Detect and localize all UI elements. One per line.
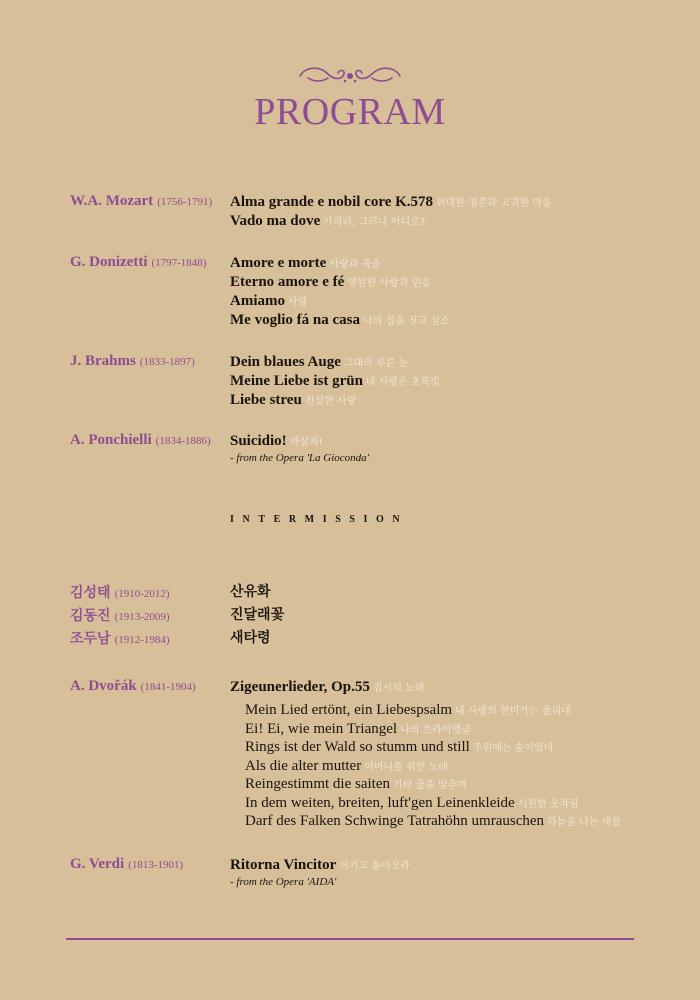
korean-row (70, 628, 670, 651)
piece-korean: 그대의 푸른 눈 (343, 358, 409, 369)
song (245, 701, 670, 720)
composer-years: (1833-1897) (139, 356, 195, 368)
piece-korean: 영원한 사랑과 믿음 (347, 278, 431, 289)
piece-list (230, 352, 670, 409)
composer (70, 628, 170, 648)
piece (230, 272, 670, 291)
song (245, 738, 670, 757)
composer (70, 431, 211, 449)
composer-name: A. Ponchielli (70, 432, 152, 448)
piece (230, 677, 670, 696)
song (245, 775, 670, 794)
piece-korean: 집시의 노래 (372, 683, 425, 694)
korean-row (70, 605, 670, 628)
piece-korean: 나의 집을 짓고 싶소 (362, 316, 450, 327)
composer-years: (1912-1984) (114, 634, 170, 646)
song-cycle-list (245, 701, 670, 831)
song (245, 812, 670, 831)
song-korean: 내 사랑의 찬미가는 울리네 (455, 706, 571, 717)
piece-list (230, 192, 670, 230)
song-korean: 시원한 옷차림 (517, 798, 579, 810)
piece-title: Suicidio! (230, 433, 287, 449)
piece-title: Liebe streu (230, 392, 302, 408)
piece-title: Amiamo (230, 293, 285, 309)
song (245, 757, 670, 776)
composer (70, 855, 183, 873)
piece (230, 310, 670, 329)
composer (70, 582, 170, 602)
piece (230, 253, 670, 272)
song (245, 794, 670, 813)
piece-korean: 가리라, 그러나 어디로? (323, 217, 426, 228)
composer-name: 김성태 (70, 585, 111, 601)
song-title: In dem weiten, breiten, luft'gen Leinenkleide (245, 794, 515, 811)
composer-name: G. Verdi (70, 856, 125, 872)
song-title: Reingestimmt die saiten (245, 776, 390, 792)
bottom-divider (66, 938, 634, 940)
song-title: Rings ist der Wald so stumm und still (245, 739, 470, 755)
piece-list (230, 677, 670, 831)
song-title: Ei! Ei, wie mein Triangel (245, 720, 398, 737)
song-korean: 나의 트라이앵글 (400, 724, 471, 736)
piece-korean: 사랑 (288, 297, 308, 308)
piece (230, 371, 670, 390)
intermission-label: INTERMISSION (230, 514, 409, 525)
song-title: Darf des Falken Schwinge Tatrahöhn umrauschen (245, 813, 545, 829)
piece-title: Eterno amore e fé (230, 274, 345, 290)
piece-list (230, 605, 670, 624)
flourish-ornament-icon (298, 64, 402, 86)
opera-note: - from the Opera 'AIDA' (230, 876, 337, 888)
composer-years: (1834-1886) (155, 435, 211, 447)
song-korean: 하늘을 나는 새들 (547, 817, 621, 828)
piece-korean: 위대한 영혼과 고귀한 마음 (436, 198, 552, 209)
composer (70, 352, 195, 370)
piece (230, 605, 670, 624)
composer (70, 677, 196, 695)
composer-name: J. Brahms (70, 353, 136, 369)
composer-name: A. Dvořák (70, 678, 137, 694)
composer-name: W.A. Mozart (70, 193, 154, 209)
piece (230, 211, 670, 230)
composer-name: 조두남 (70, 631, 111, 647)
korean-row (70, 582, 670, 605)
page-title: PROGRAM (254, 91, 446, 133)
composer-years: (1756-1791) (157, 196, 213, 208)
piece-list (230, 855, 670, 890)
piece (230, 352, 670, 371)
opera-note: - from the Opera 'La Gioconda' (230, 452, 370, 464)
composer-years: (1797-1848) (151, 257, 207, 269)
piece-title: Alma grande e nobil core K.578 (230, 194, 434, 210)
piece-list (230, 253, 670, 329)
piece-title: Vado ma dove (230, 213, 321, 229)
song-title: Als die alter mutter (245, 757, 362, 774)
piece (230, 628, 670, 647)
song (245, 720, 670, 739)
piece (230, 855, 670, 874)
composer-years: (1910-2012) (114, 588, 170, 600)
song-korean: 주위에는 숲이있네 (472, 743, 554, 754)
song-korean: 기타 줄을 맞추며 (392, 780, 467, 791)
piece-title: Me voglio fá na casa (230, 312, 360, 328)
composer-years: (1841-1904) (140, 681, 196, 693)
piece (230, 291, 670, 310)
piece-title: Zigeunerlieder, Op.55 (230, 679, 370, 695)
song-korean: 어머니를 위한 노래 (364, 761, 448, 773)
piece-korean: 내 사랑은 초록빛 (365, 377, 440, 388)
piece-korean: 진실한 사랑 (304, 396, 357, 407)
piece-title: Ritorna Vincitor (230, 857, 337, 873)
piece-korean: 사랑과 죽음 (329, 259, 381, 270)
piece-title: 산유화 (230, 584, 271, 600)
piece-list (230, 582, 670, 601)
song-title: Mein Lied ertönt, ein Liebespsalm (245, 702, 453, 718)
piece-list (230, 628, 670, 647)
composer-name: G. Donizetti (70, 254, 148, 270)
composer (70, 253, 206, 271)
piece-title: 진달래꽃 (230, 607, 285, 623)
piece-title: 새타령 (230, 630, 271, 646)
piece-title: Amore e morte (230, 255, 327, 271)
piece (230, 431, 670, 450)
piece (230, 390, 670, 409)
piece-korean: 자살자! (289, 437, 323, 448)
piece (230, 582, 670, 601)
piece-title: Meine Liebe ist grün (230, 373, 363, 389)
composer-years: (1813-1901) (128, 859, 184, 871)
piece (230, 192, 670, 211)
composer (70, 605, 170, 625)
piece-title: Dein blaues Auge (230, 354, 341, 370)
composer (70, 192, 212, 210)
composer-name: 김동진 (70, 608, 111, 624)
piece-list (230, 431, 670, 466)
composer-years: (1913-2009) (114, 611, 170, 623)
piece-korean: 이기고 돌아오라 (339, 861, 411, 872)
